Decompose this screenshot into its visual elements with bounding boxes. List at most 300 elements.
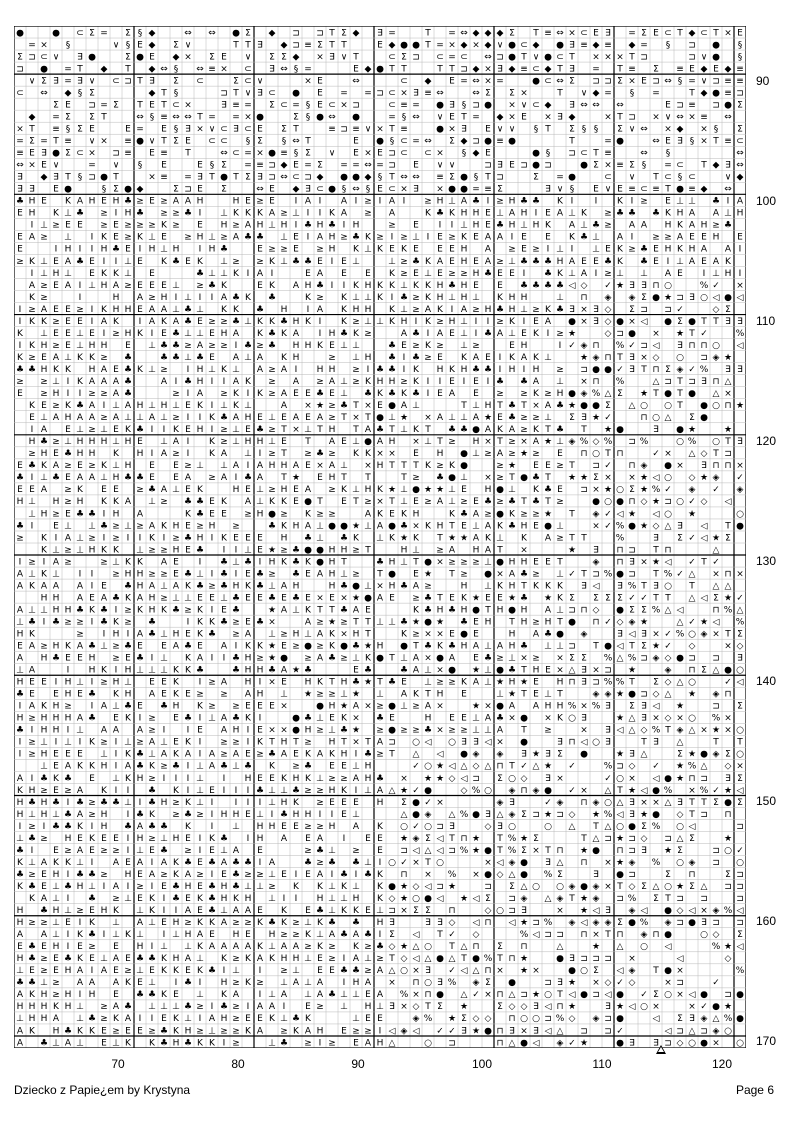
stitch-symbol: A bbox=[293, 978, 300, 988]
stitch-symbol: ⊥ bbox=[340, 377, 348, 387]
stitch-symbol: ⊥ bbox=[304, 918, 312, 928]
stitch-symbol: ⊥ bbox=[148, 341, 156, 351]
stitch-symbol: I bbox=[43, 617, 46, 627]
stitch-symbol: ⊂ bbox=[76, 28, 84, 38]
stitch-symbol: ⊂ bbox=[580, 149, 588, 159]
stitch-symbol: K bbox=[29, 341, 36, 351]
stitch-symbol: ≥ bbox=[412, 726, 420, 736]
stitch-symbol: ⊥ bbox=[268, 413, 276, 423]
stitch-symbol: E bbox=[53, 257, 59, 267]
stitch-symbol: K bbox=[389, 533, 396, 543]
stitch-symbol: ∃ bbox=[629, 1038, 635, 1048]
stitch-symbol: ◆ bbox=[569, 112, 576, 122]
stitch-symbol: K bbox=[197, 918, 204, 928]
stitch-symbol: T bbox=[424, 1002, 431, 1012]
stitch-symbol: Σ bbox=[617, 76, 623, 86]
stitch-symbol: × bbox=[628, 317, 636, 327]
stitch-symbol: ⊥ bbox=[124, 269, 132, 279]
stitch-symbol: T bbox=[544, 125, 551, 135]
stitch-symbol: ♣ bbox=[76, 509, 84, 519]
stitch-symbol: ● bbox=[508, 52, 516, 62]
stitch-symbol: ≥ bbox=[64, 557, 72, 567]
stitch-symbol: I bbox=[103, 930, 106, 940]
stitch-symbol: ♣ bbox=[184, 377, 192, 387]
stitch-symbol: ∨ bbox=[245, 52, 252, 62]
stitch-symbol: ♣ bbox=[52, 822, 60, 832]
stitch-symbol: ≥ bbox=[364, 1026, 372, 1036]
stitch-symbol: K bbox=[269, 954, 276, 964]
stitch-symbol: ♣ bbox=[508, 521, 516, 531]
stitch-symbol: ≥ bbox=[232, 918, 240, 928]
stitch-symbol: ● bbox=[556, 954, 564, 964]
stitch-symbol: ⊥ bbox=[112, 437, 120, 447]
stitch-symbol: Σ bbox=[509, 28, 515, 38]
stitch-symbol: K bbox=[101, 461, 108, 471]
stitch-symbol: ≥ bbox=[496, 461, 504, 471]
stitch-symbol: × bbox=[700, 906, 708, 916]
stitch-symbol: ⊥ bbox=[220, 269, 228, 279]
stitch-symbol: ♣ bbox=[184, 1002, 192, 1012]
stitch-symbol: ≥ bbox=[40, 834, 48, 844]
stitch-symbol: H bbox=[257, 834, 264, 844]
stitch-symbol: H bbox=[113, 629, 120, 639]
stitch-symbol: ♣ bbox=[100, 798, 108, 808]
stitch-symbol: ◆ bbox=[149, 40, 156, 50]
stitch-symbol: A bbox=[17, 605, 24, 615]
stitch-symbol: ★ bbox=[424, 774, 432, 784]
stitch-symbol: Σ bbox=[593, 473, 599, 483]
stitch-symbol: ≥ bbox=[556, 533, 564, 543]
stitch-symbol: A bbox=[17, 990, 24, 1000]
stitch-symbol: K bbox=[305, 750, 312, 760]
stitch-symbol: K bbox=[413, 533, 420, 543]
stitch-symbol: × bbox=[424, 654, 432, 664]
stitch-symbol: ★ bbox=[604, 485, 612, 495]
stitch-symbol: ★ bbox=[568, 545, 576, 555]
stitch-symbol: ♣ bbox=[172, 257, 180, 267]
stitch-symbol: ★ bbox=[460, 894, 468, 904]
stitch-symbol: I bbox=[403, 197, 406, 207]
stitch-symbol: H bbox=[245, 413, 252, 423]
stitch-symbol: ⊥ bbox=[508, 654, 516, 664]
stitch-symbol: A bbox=[161, 449, 168, 459]
stitch-symbol: × bbox=[268, 617, 276, 627]
stitch-symbol: ⇔ bbox=[136, 112, 144, 122]
stitch-symbol: H bbox=[461, 581, 468, 591]
stitch-symbol: ∃ bbox=[605, 1002, 611, 1012]
stitch-symbol: ✓ bbox=[712, 557, 720, 567]
stitch-symbol: Σ bbox=[737, 702, 743, 712]
stitch-symbol: K bbox=[377, 870, 384, 880]
stitch-symbol: T bbox=[568, 533, 575, 543]
stitch-symbol: H bbox=[101, 810, 108, 820]
stitch-symbol: ≥ bbox=[520, 413, 528, 423]
stitch-symbol: ≥ bbox=[304, 942, 312, 952]
stitch-symbol: = bbox=[64, 76, 72, 86]
stitch-symbol: ● bbox=[460, 461, 468, 471]
stitch-symbol: I bbox=[127, 846, 130, 856]
stitch-symbol: ⊐ bbox=[568, 605, 576, 615]
stitch-symbol: ≥ bbox=[124, 617, 132, 627]
stitch-symbol: T bbox=[520, 690, 527, 700]
stitch-symbol: E bbox=[413, 449, 419, 459]
stitch-symbol: ♣ bbox=[544, 485, 552, 495]
stitch-symbol: K bbox=[677, 221, 684, 231]
stitch-symbol: ● bbox=[592, 365, 600, 375]
stitch-symbol: % bbox=[676, 629, 685, 639]
stitch-symbol: I bbox=[307, 233, 310, 243]
stitch-symbol: ⊥ bbox=[712, 269, 720, 279]
stitch-symbol: K bbox=[425, 209, 432, 219]
stitch-symbol: ∃ bbox=[629, 750, 635, 760]
stitch-symbol: ♣ bbox=[352, 642, 360, 652]
stitch-symbol: H bbox=[65, 714, 72, 724]
stitch-symbol: A bbox=[113, 1002, 120, 1012]
stitch-symbol: ∃ bbox=[461, 1026, 467, 1036]
stitch-symbol: ✓ bbox=[664, 642, 672, 652]
stitch-symbol: ♣ bbox=[256, 305, 264, 315]
stitch-symbol: ★ bbox=[436, 617, 444, 627]
stitch-symbol: H bbox=[269, 930, 276, 940]
stitch-symbol: % bbox=[640, 437, 649, 447]
stitch-symbol: ⊥ bbox=[328, 894, 336, 904]
stitch-symbol: ● bbox=[232, 28, 240, 38]
stitch-symbol: ○ bbox=[736, 509, 744, 519]
stitch-symbol: ◈ bbox=[557, 1038, 564, 1048]
stitch-symbol: E bbox=[437, 245, 443, 255]
stitch-symbol: ★ bbox=[676, 762, 684, 772]
stitch-symbol: Σ bbox=[65, 149, 71, 159]
stitch-symbol: H bbox=[113, 473, 120, 483]
stitch-symbol: ♣ bbox=[268, 341, 276, 351]
stitch-symbol: A bbox=[29, 666, 36, 676]
stitch-symbol: ∃ bbox=[605, 738, 611, 748]
stitch-symbol: T bbox=[328, 678, 335, 688]
stitch-symbol: ○ bbox=[736, 726, 744, 736]
stitch-symbol: ⊐ bbox=[292, 28, 300, 38]
stitch-symbol: ⊂ bbox=[76, 149, 84, 159]
stitch-symbol: ≥ bbox=[196, 521, 204, 531]
stitch-symbol: A bbox=[281, 666, 288, 676]
stitch-symbol: ♣ bbox=[232, 882, 240, 892]
stitch-symbol: K bbox=[377, 485, 384, 495]
stitch-symbol: ∨ bbox=[629, 173, 636, 183]
stitch-symbol: ◈ bbox=[665, 918, 672, 928]
stitch-symbol: ⊥ bbox=[544, 353, 552, 363]
stitch-symbol: % bbox=[484, 954, 493, 964]
stitch-symbol: E bbox=[89, 593, 95, 603]
stitch-symbol: A bbox=[149, 413, 156, 423]
stitch-symbol: ⊐ bbox=[508, 894, 516, 904]
stitch-symbol: H bbox=[365, 1002, 372, 1012]
stitch-symbol: I bbox=[187, 365, 190, 375]
stitch-symbol: H bbox=[329, 233, 336, 243]
stitch-symbol: ≥ bbox=[196, 281, 204, 291]
stitch-symbol: % bbox=[724, 605, 733, 615]
stitch-symbol: ⊥ bbox=[40, 269, 48, 279]
stitch-symbol: E bbox=[269, 774, 275, 784]
stitch-symbol: ∃ bbox=[533, 1002, 539, 1012]
stitch-symbol: I bbox=[595, 269, 598, 279]
stitch-symbol: ⊂ bbox=[532, 64, 540, 74]
stitch-symbol: ● bbox=[508, 40, 516, 50]
stitch-symbol: ≥ bbox=[304, 846, 312, 856]
stitch-symbol: ◇ bbox=[605, 978, 612, 988]
stitch-symbol: A bbox=[317, 834, 324, 844]
stitch-symbol: ★ bbox=[520, 918, 528, 928]
stitch-symbol: ⊥ bbox=[568, 269, 576, 279]
stitch-symbol: = bbox=[352, 161, 360, 171]
stitch-symbol: ○ bbox=[616, 822, 624, 832]
stitch-symbol: ◁ bbox=[665, 1026, 672, 1036]
stitch-symbol: ⊓ bbox=[712, 377, 719, 387]
stitch-symbol: × bbox=[724, 642, 732, 652]
stitch-symbol: ♣ bbox=[64, 882, 72, 892]
stitch-symbol: ⇔ bbox=[724, 112, 732, 122]
stitch-symbol: ◇ bbox=[665, 678, 672, 688]
stitch-symbol: ≥ bbox=[208, 341, 216, 351]
stitch-symbol: × bbox=[736, 461, 744, 471]
stitch-symbol: % bbox=[640, 918, 649, 928]
stitch-symbol: ≥ bbox=[100, 209, 108, 219]
stitch-symbol: ⊐ bbox=[388, 906, 396, 916]
stitch-symbol: H bbox=[245, 437, 252, 447]
stitch-symbol: K bbox=[389, 317, 396, 327]
stitch-symbol: H bbox=[173, 521, 180, 531]
stitch-symbol: A bbox=[77, 642, 84, 652]
stitch-symbol: ⊥ bbox=[196, 461, 204, 471]
stitch-symbol: H bbox=[17, 678, 24, 688]
stitch-symbol: A bbox=[161, 557, 168, 567]
stitch-symbol: ◈ bbox=[713, 1026, 720, 1036]
stitch-symbol: ≥ bbox=[124, 605, 132, 615]
stitch-symbol: △ bbox=[425, 954, 432, 964]
stitch-symbol: E bbox=[221, 870, 227, 880]
stitch-symbol: H bbox=[461, 605, 468, 615]
stitch-symbol: ⊐ bbox=[712, 76, 720, 86]
stitch-symbol: △ bbox=[665, 521, 672, 531]
stitch-symbol: K bbox=[113, 545, 120, 555]
stitch-symbol: A bbox=[245, 497, 252, 507]
stitch-symbol: × bbox=[484, 76, 492, 86]
stitch-symbol: I bbox=[259, 966, 262, 976]
stitch-symbol: ≥ bbox=[52, 341, 60, 351]
stitch-symbol: ≥ bbox=[520, 509, 528, 519]
stitch-symbol: H bbox=[17, 906, 24, 916]
stitch-symbol: × bbox=[412, 966, 420, 976]
stitch-symbol: ✓ bbox=[736, 473, 744, 483]
stitch-symbol: A bbox=[305, 485, 312, 495]
stitch-symbol: ⊓ bbox=[688, 666, 695, 676]
stitch-symbol: = bbox=[304, 161, 312, 171]
stitch-symbol: ⇔ bbox=[40, 88, 48, 98]
stitch-symbol: E bbox=[365, 906, 371, 916]
stitch-symbol: ⊐ bbox=[592, 954, 600, 964]
stitch-symbol: T bbox=[640, 365, 647, 375]
stitch-symbol: ⊥ bbox=[388, 617, 396, 627]
stitch-symbol: Σ bbox=[725, 750, 731, 760]
stitch-symbol: ≥ bbox=[352, 846, 360, 856]
stitch-symbol: K bbox=[509, 317, 516, 327]
stitch-symbol: K bbox=[725, 257, 732, 267]
stitch-symbol: Σ bbox=[269, 100, 275, 110]
stitch-symbol: ● bbox=[724, 100, 732, 110]
stitch-symbol: ◆ bbox=[149, 64, 156, 74]
stitch-symbol: H bbox=[89, 545, 96, 555]
stitch-symbol: I bbox=[523, 269, 526, 279]
stitch-symbol: × bbox=[448, 40, 456, 50]
stitch-symbol: ⊥ bbox=[364, 521, 372, 531]
stitch-symbol: T bbox=[580, 425, 587, 435]
stitch-symbol: ≥ bbox=[52, 990, 60, 1000]
stitch-symbol: ∃ bbox=[653, 1038, 659, 1048]
stitch-symbol: ★ bbox=[568, 401, 576, 411]
stitch-symbol: ⊥ bbox=[124, 798, 132, 808]
stitch-symbol: ★ bbox=[364, 678, 372, 688]
stitch-symbol: I bbox=[103, 629, 106, 639]
stitch-symbol: ○ bbox=[388, 858, 396, 868]
stitch-symbol: E bbox=[413, 161, 419, 171]
stitch-symbol: ⊓ bbox=[688, 341, 695, 351]
stitch-symbol: K bbox=[449, 209, 456, 219]
stitch-symbol: ≥ bbox=[28, 449, 36, 459]
stitch-symbol: × bbox=[424, 629, 432, 639]
stitch-symbol: H bbox=[677, 209, 684, 219]
stitch-symbol: ◁ bbox=[545, 1002, 552, 1012]
stitch-symbol: T bbox=[568, 137, 575, 147]
stitch-symbol: ≥ bbox=[280, 545, 288, 555]
stitch-symbol: I bbox=[163, 894, 166, 904]
stitch-symbol: A bbox=[221, 642, 228, 652]
stitch-symbol: ∃ bbox=[725, 161, 731, 171]
stitch-symbol: ⊐ bbox=[700, 894, 708, 904]
stitch-symbol: E bbox=[17, 461, 23, 471]
stitch-symbol: ♣ bbox=[196, 509, 204, 519]
stitch-symbol: E bbox=[257, 533, 263, 543]
stitch-symbol: T bbox=[628, 678, 635, 688]
stitch-symbol: H bbox=[65, 605, 72, 615]
stitch-symbol: A bbox=[281, 401, 288, 411]
stitch-symbol: A bbox=[221, 918, 228, 928]
stitch-symbol: E bbox=[101, 197, 107, 207]
stitch-symbol: ○ bbox=[664, 990, 672, 1000]
stitch-symbol: I bbox=[235, 545, 238, 555]
stitch-symbol: Σ bbox=[29, 137, 35, 147]
stitch-symbol: ◇ bbox=[665, 654, 672, 664]
stitch-symbol: ⊥ bbox=[184, 593, 192, 603]
stitch-symbol: △ bbox=[677, 834, 684, 844]
stitch-symbol: ◈ bbox=[509, 786, 516, 796]
stitch-symbol: ★ bbox=[352, 726, 360, 736]
stitch-symbol: Σ bbox=[617, 593, 623, 603]
stitch-symbol: ⊥ bbox=[292, 966, 300, 976]
stitch-symbol: ≥ bbox=[340, 617, 348, 627]
stitch-symbol: ◈ bbox=[413, 1014, 420, 1024]
stitch-symbol: K bbox=[77, 822, 84, 832]
stitch-symbol: × bbox=[556, 906, 564, 916]
stitch-symbol: ◈ bbox=[641, 930, 648, 940]
stitch-symbol: ○ bbox=[712, 401, 720, 411]
stitch-symbol: I bbox=[199, 846, 202, 856]
stitch-symbol: ♣ bbox=[328, 221, 336, 231]
stitch-symbol: K bbox=[461, 353, 468, 363]
stitch-symbol: ⊓ bbox=[580, 858, 587, 868]
stitch-symbol: ♣ bbox=[424, 605, 432, 615]
cross-stitch-chart bbox=[14, 26, 746, 1048]
stitch-symbol: E bbox=[185, 894, 191, 904]
stitch-symbol: ⊐ bbox=[628, 870, 636, 880]
stitch-symbol: T bbox=[364, 738, 371, 748]
stitch-symbol: ⊥ bbox=[352, 810, 360, 820]
stitch-symbol: H bbox=[185, 1026, 192, 1036]
stitch-symbol: A bbox=[533, 702, 540, 712]
stitch-symbol: ⊥ bbox=[316, 774, 324, 784]
stitch-symbol: ⊓ bbox=[580, 798, 587, 808]
stitch-symbol: ◆ bbox=[509, 64, 516, 74]
stitch-symbol: × bbox=[184, 52, 192, 62]
stitch-symbol: ♣ bbox=[76, 798, 84, 808]
stitch-symbol: H bbox=[125, 305, 132, 315]
stitch-symbol: I bbox=[319, 1038, 322, 1048]
stitch-symbol: ≥ bbox=[160, 365, 168, 375]
stitch-symbol: Σ bbox=[449, 137, 455, 147]
stitch-symbol: K bbox=[77, 485, 84, 495]
stitch-symbol: K bbox=[413, 690, 420, 700]
stitch-symbol: E bbox=[449, 329, 455, 339]
stitch-symbol: ∃ bbox=[437, 978, 443, 988]
stitch-symbol: ◁ bbox=[677, 605, 684, 615]
stitch-symbol: ♣ bbox=[364, 750, 372, 760]
stitch-symbol: I bbox=[427, 329, 430, 339]
stitch-symbol: ⊥ bbox=[76, 726, 84, 736]
stitch-symbol: ♣ bbox=[124, 642, 132, 652]
stitch-symbol: Σ bbox=[641, 293, 647, 303]
stitch-symbol: H bbox=[425, 714, 432, 724]
stitch-symbol: I bbox=[199, 293, 202, 303]
stitch-symbol: ∨ bbox=[521, 100, 528, 110]
stitch-symbol: K bbox=[545, 305, 552, 315]
stitch-symbol: H bbox=[41, 1002, 48, 1012]
stitch-symbol: ◁ bbox=[701, 593, 708, 603]
stitch-symbol: § bbox=[306, 112, 311, 122]
stitch-symbol: ⇔ bbox=[484, 52, 492, 62]
stitch-symbol: H bbox=[281, 305, 288, 315]
stitch-symbol: T bbox=[688, 810, 695, 820]
stitch-symbol: ≥ bbox=[232, 738, 240, 748]
stitch-symbol: I bbox=[271, 269, 274, 279]
stitch-symbol: ♣ bbox=[304, 221, 312, 231]
stitch-symbol: ⊂ bbox=[424, 149, 432, 159]
stitch-symbol: ◁ bbox=[617, 726, 624, 736]
stitch-symbol: A bbox=[281, 581, 288, 591]
stitch-symbol: ⇔ bbox=[592, 100, 600, 110]
stitch-symbol: ♣ bbox=[292, 786, 300, 796]
stitch-symbol: ∃ bbox=[629, 557, 635, 567]
stitch-symbol: ∃ bbox=[557, 112, 563, 122]
stitch-symbol: ⊥ bbox=[280, 978, 288, 988]
stitch-symbol: × bbox=[592, 521, 600, 531]
stitch-symbol: E bbox=[341, 762, 347, 772]
stitch-symbol: I bbox=[103, 882, 106, 892]
stitch-symbol: ★ bbox=[712, 533, 720, 543]
stitch-symbol: K bbox=[569, 233, 576, 243]
stitch-symbol: ● bbox=[532, 161, 540, 171]
stitch-symbol: K bbox=[197, 485, 204, 495]
stitch-symbol: ⊥ bbox=[148, 666, 156, 676]
stitch-symbol: A bbox=[293, 942, 300, 952]
stitch-symbol: A bbox=[341, 209, 348, 219]
stitch-symbol: ≥ bbox=[172, 221, 180, 231]
